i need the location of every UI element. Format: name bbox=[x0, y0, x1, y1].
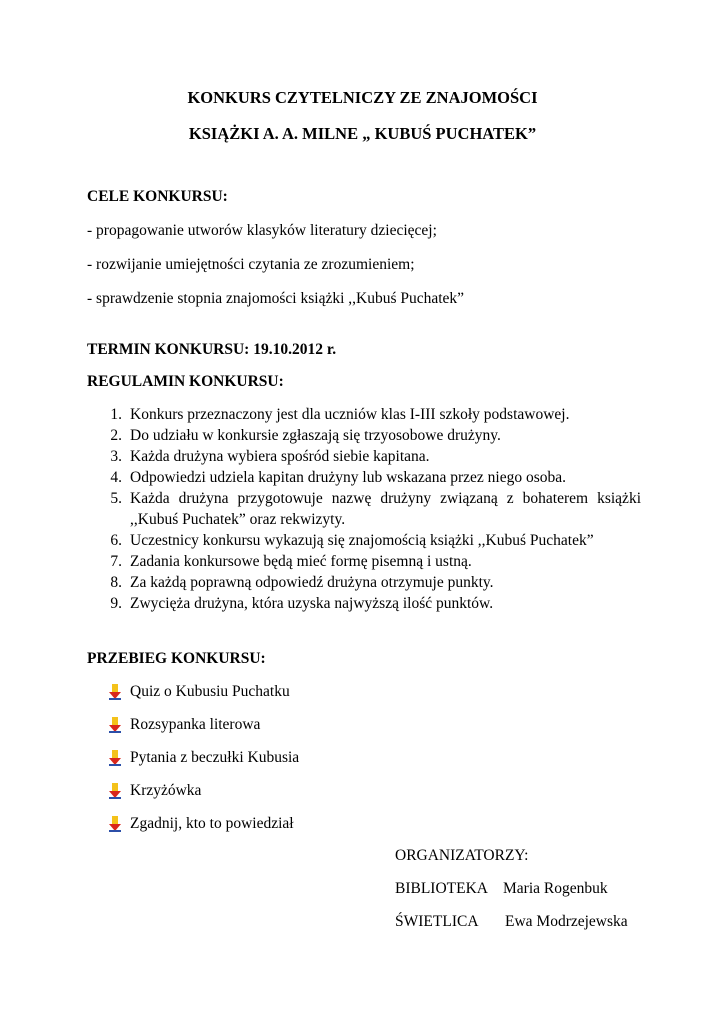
arrow-down-bullet-icon bbox=[108, 783, 122, 799]
rule-number: 4. bbox=[110, 469, 122, 486]
rule-text: Do udziału w konkursie zgłaszają się trzyosobowe drużyny. bbox=[130, 427, 501, 444]
rule-number: 5. bbox=[110, 490, 122, 507]
organizer-person: Ewa Modrzejewska bbox=[505, 913, 628, 930]
rule-text: Zwycięża drużyna, która uzyska najwyższą ilość punktów. bbox=[130, 595, 494, 612]
goal-item: - rozwijanie umiejętności czytania ze zrozumieniem; bbox=[87, 256, 415, 273]
rules-heading: REGULAMIN KONKURSU: bbox=[87, 373, 284, 390]
arrow-down-bullet-icon bbox=[108, 750, 122, 766]
rule-number: 3. bbox=[110, 448, 122, 465]
rule-text: Każda drużyna wybiera spośród siebie kapitana. bbox=[130, 448, 430, 465]
organizer-place: BIBLIOTEKA bbox=[395, 880, 488, 897]
organizers-heading: ORGANIZATORZY: bbox=[395, 847, 529, 864]
rule-number: 1. bbox=[110, 406, 122, 423]
rule-text: Odpowiedzi udziela kapitan drużyny lub wskazana przez niego osoba. bbox=[130, 469, 566, 486]
rule-text: Konkurs przeznaczony jest dla uczniów klas I-III szkoły podstawowej. bbox=[130, 406, 570, 423]
rule-text-continuation: ,,Kubuś Puchatek” oraz rekwizyty. bbox=[130, 511, 346, 528]
arrow-down-bullet-icon bbox=[108, 816, 122, 832]
course-item: Pytania z beczułki Kubusia bbox=[130, 749, 300, 766]
title-line-2: KSIĄŻKI A. A. MILNE „ KUBUŚ PUCHATEK” bbox=[188, 124, 537, 143]
goals-heading: CELE KONKURSU: bbox=[87, 188, 228, 205]
rule-text: Uczestnicy konkursu wykazują się znajomością książki ,,Kubuś Puchatek” bbox=[130, 532, 594, 549]
rule-number: 6. bbox=[110, 532, 122, 549]
goal-item: - propagowanie utworów klasyków literatury dziecięcej; bbox=[87, 222, 437, 239]
organizer-person: Maria Rogenbuk bbox=[503, 880, 608, 897]
rule-text: Każda drużyna przygotowuje nazwę drużyny związaną z bohaterem książki bbox=[130, 490, 641, 507]
course-item: Zgadnij, kto to powiedział bbox=[130, 815, 294, 832]
course-item: Quiz o Kubusiu Puchatku bbox=[130, 683, 290, 700]
organizer-place: ŚWIETLICA bbox=[395, 913, 479, 930]
rule-number: 7. bbox=[110, 553, 122, 570]
course-item: Krzyżówka bbox=[130, 782, 202, 799]
goal-item: - sprawdzenie stopnia znajomości książki ,,Kubuś Puchatek” bbox=[87, 290, 465, 307]
arrow-down-bullet-icon bbox=[108, 684, 122, 700]
rule-text: Za każdą poprawną odpowiedź drużyna otrzymuje punkty. bbox=[130, 574, 494, 591]
deadline-text: TERMIN KONKURSU: 19.10.2012 r. bbox=[87, 341, 337, 358]
rule-text: Zadania konkursowe będą mieć formę pisemną i ustną. bbox=[130, 553, 472, 570]
rule-number: 8. bbox=[110, 574, 122, 591]
rule-number: 9. bbox=[110, 595, 122, 612]
rule-number: 2. bbox=[110, 427, 122, 444]
course-item: Rozsypanka literowa bbox=[130, 716, 261, 733]
course-heading: PRZEBIEG KONKURSU: bbox=[87, 650, 266, 667]
arrow-down-bullet-icon bbox=[108, 717, 122, 733]
title-line-1: KONKURS CZYTELNICZY ZE ZNAJOMOŚCI bbox=[187, 88, 538, 107]
